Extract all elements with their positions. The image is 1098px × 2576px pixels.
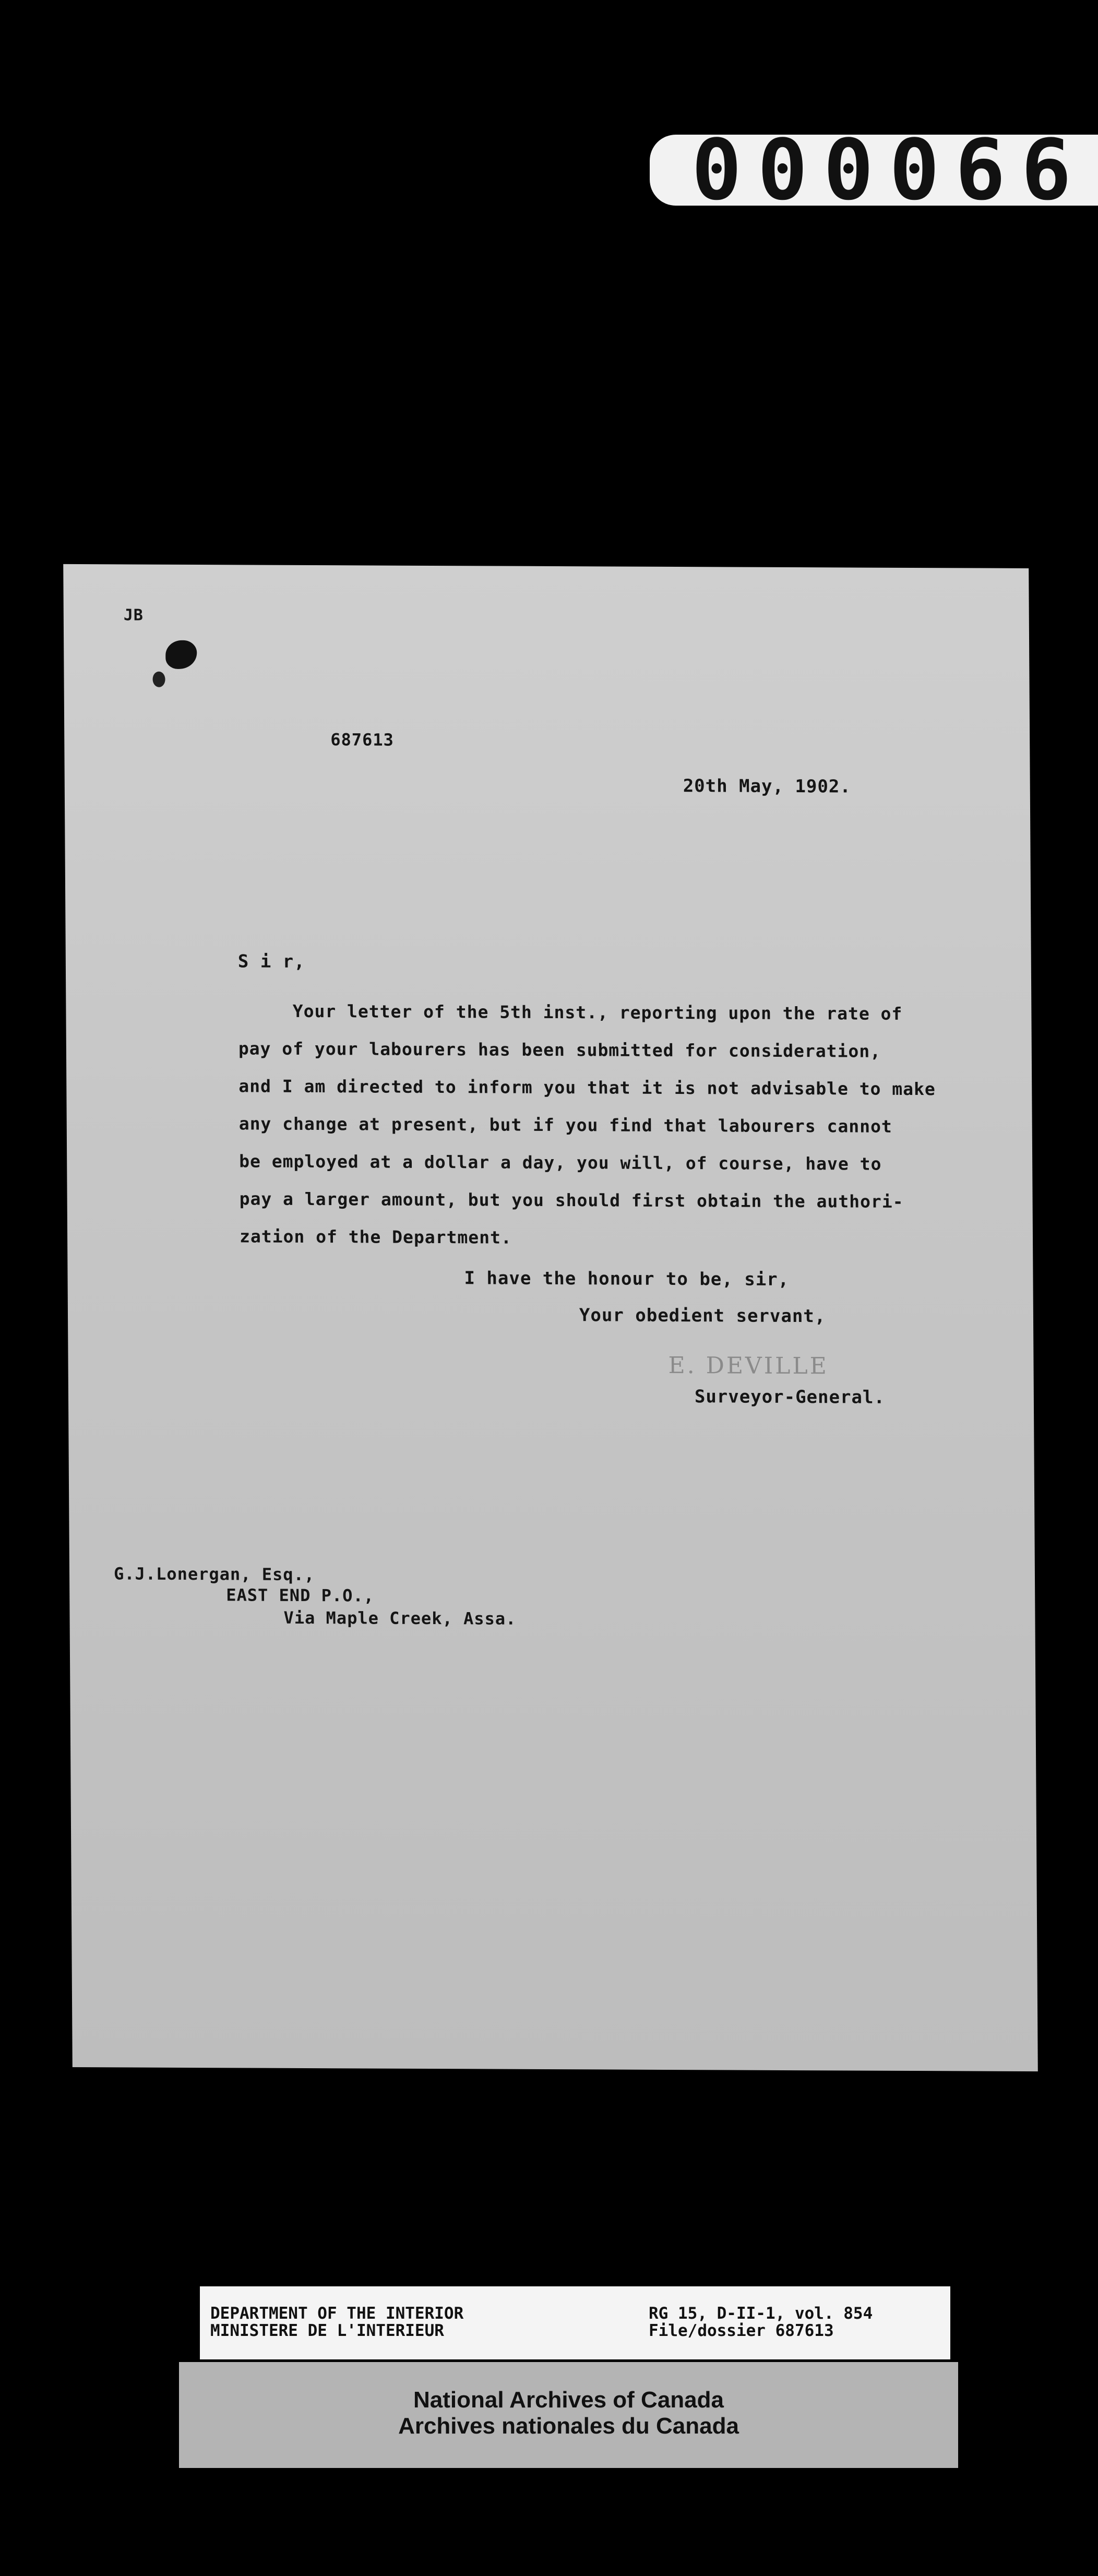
frame-number: 000066 (691, 121, 1087, 219)
body-line: Your letter of the 5th inst., reporting upon the rate of (238, 1000, 903, 1024)
body-line: zation of the Department. (239, 1226, 512, 1248)
department-fr: MINISTERE DE L'INTERIEUR (210, 2321, 444, 2340)
archives-name-en: National Archives of Canada (413, 2387, 724, 2413)
archives-banner (179, 2362, 958, 2468)
closing-line: I have the honour to be, sir, (464, 1268, 790, 1290)
letter-date: 20th May, 1902. (683, 776, 851, 797)
body-line: be employed at a dollar a day, you will, of course, have to (239, 1151, 882, 1174)
typist-initials: JB (123, 606, 144, 625)
body-line: pay a larger amount, but you should first obtain the authori- (239, 1188, 904, 1212)
archive-reference-label (200, 2286, 950, 2359)
archives-name-fr: Archives nationales du Canada (398, 2413, 739, 2439)
record-group-ref: RG 15, D-II-1, vol. 854 (649, 2304, 873, 2323)
body-line: any change at present, but if you find that labourers cannot (238, 1113, 892, 1137)
recipient-address-line: Via Maple Creek, Assa. (283, 1607, 517, 1629)
salutation: S i r, (237, 951, 305, 972)
frame-counter (650, 121, 1098, 219)
file-ref: File/dossier 687613 (649, 2321, 834, 2340)
recipient-name: G.J.Lonergan, Esq., (113, 1564, 315, 1585)
signature-stamp: E. DEVILLE (668, 1352, 829, 1380)
ink-blot (152, 672, 165, 687)
ink-blot (165, 640, 197, 669)
closing-line: Your obedient servant, (579, 1305, 826, 1327)
body-line: and I am directed to inform you that it is not advisable to make (238, 1076, 936, 1100)
file-number: 687613 (330, 730, 394, 750)
recipient-address-line: EAST END P.O., (226, 1585, 375, 1606)
body-line: pay of your labourers has been submitted for consideration, (238, 1038, 881, 1062)
department-en: DEPARTMENT OF THE INTERIOR (210, 2304, 464, 2323)
signature-title: Surveyor-General. (694, 1386, 886, 1408)
letter-page (63, 564, 1038, 2071)
